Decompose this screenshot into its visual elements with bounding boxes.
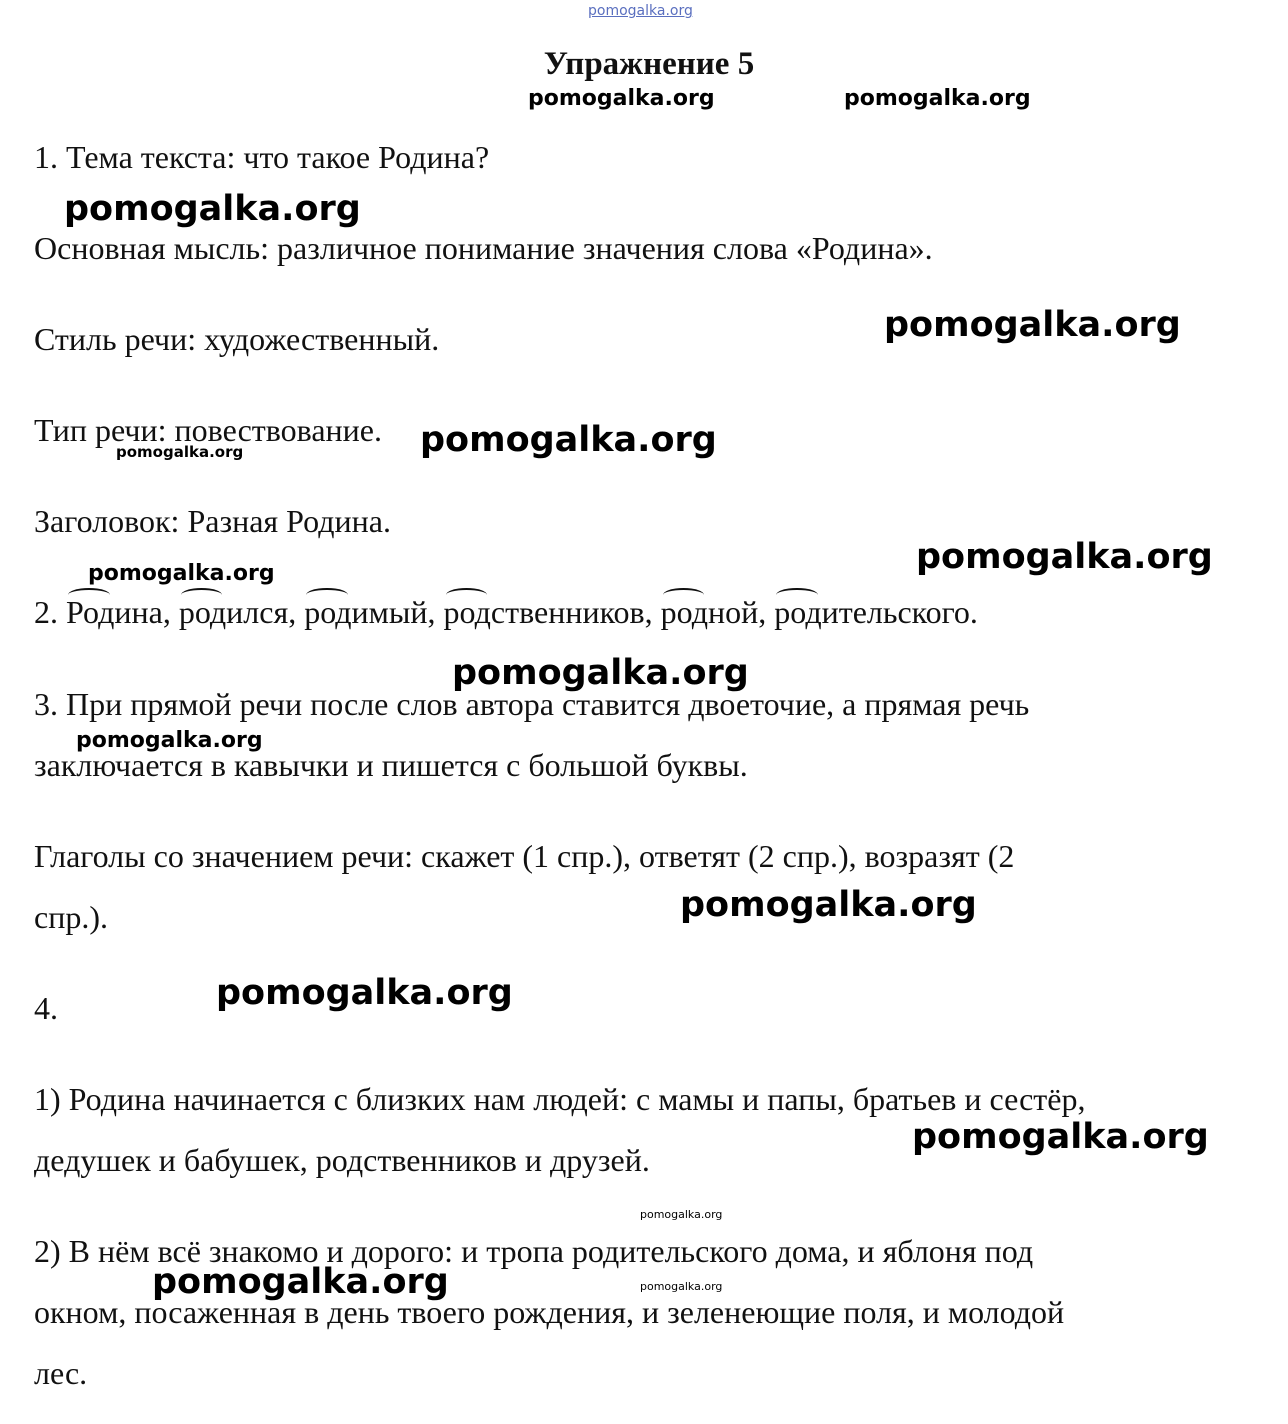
word-separator: , xyxy=(288,594,305,630)
word-separator: , xyxy=(427,594,444,630)
watermark: pomogalka.org xyxy=(844,86,1031,111)
root-arc-mark xyxy=(663,588,704,602)
word-separator: , xyxy=(758,594,775,630)
word-root: род xyxy=(179,594,226,630)
word-rest: ина xyxy=(114,594,163,630)
main-idea-line: Основная мысль: различное понимание значения слова «Родина». xyxy=(34,230,933,266)
watermark: pomogalka.org xyxy=(916,537,1213,577)
speech-verbs-line-1: Глаголы со значением речи: скажет (1 спр.), ответят (2 спр.), возразят (2 xyxy=(34,838,1015,874)
task-4-number: 4. xyxy=(34,990,58,1026)
speech-verbs-line-2: спр.). xyxy=(34,899,108,935)
word-rest: ной xyxy=(707,594,759,630)
watermark: pomogalka.org xyxy=(912,1117,1209,1157)
root-marked-word xyxy=(774,592,970,632)
root-arc-mark xyxy=(181,588,222,602)
root-marked-word xyxy=(661,592,759,632)
watermark: pomogalka.org xyxy=(116,443,244,461)
word-rest: ился xyxy=(226,594,289,630)
answer-2-line-2: окном, посаженная в день твоего рождения, и зеленеющие поля, и молодой xyxy=(34,1294,1065,1330)
watermark: pomogalka.org xyxy=(640,1208,723,1221)
roots-line xyxy=(34,592,978,632)
word-root: род xyxy=(774,594,821,630)
word-separator: . xyxy=(969,594,978,630)
watermark: pomogalka.org xyxy=(884,305,1181,345)
root-arc-mark xyxy=(68,588,110,602)
watermark: pomogalka.org xyxy=(640,1280,723,1293)
word-root: род xyxy=(444,594,491,630)
watermark: pomogalka.org xyxy=(216,973,513,1013)
answer-1-line-1: 1) Родина начинается с близких нам людей: с мамы и папы, братьев и сестёр, xyxy=(34,1081,1086,1117)
root-marked-word xyxy=(179,592,288,632)
root-marked-word xyxy=(304,592,427,632)
direct-speech-line-1: 3. При прямой речи после слов автора ставится двоеточие, а прямая речь xyxy=(34,686,1030,722)
root-arc-mark xyxy=(446,588,487,602)
root-arc-mark xyxy=(306,588,347,602)
watermark: pomogalka.org xyxy=(452,653,749,693)
watermark: pomogalka.org xyxy=(152,1262,449,1302)
direct-speech-line-2: заключается в кавычки и пишется с большой буквы. xyxy=(34,747,748,783)
roots-line-prefix: 2. xyxy=(34,594,66,630)
watermark: pomogalka.org xyxy=(680,885,977,925)
heading-line: Заголовок: Разная Родина. xyxy=(34,503,391,539)
watermark: pomogalka.org xyxy=(76,728,263,753)
roots-words xyxy=(66,594,978,630)
word-rest: ственников xyxy=(490,594,645,630)
exercise-title: Упражнение 5 xyxy=(543,46,755,82)
root-marked-word xyxy=(66,592,163,632)
word-root: Род xyxy=(66,594,114,630)
watermark: pomogalka.org xyxy=(420,420,717,460)
root-arc-mark xyxy=(776,588,817,602)
word-rest: ительского xyxy=(821,594,970,630)
word-separator: , xyxy=(162,594,179,630)
watermark-top-link: pomogalka.org xyxy=(588,3,693,19)
word-root: род xyxy=(304,594,351,630)
word-rest: имый xyxy=(351,594,428,630)
root-marked-word xyxy=(444,592,645,632)
answer-1-line-2: дедушек и бабушек, родственников и друзей. xyxy=(34,1142,650,1178)
answer-2-line-1: 2) В нём всё знакомо и дорого: и тропа родительского дома, и яблоня под xyxy=(34,1233,1034,1269)
watermark: pomogalka.org xyxy=(88,561,275,586)
word-root: род xyxy=(661,594,708,630)
watermark: pomogalka.org xyxy=(528,86,715,111)
topic-line: 1. Тема текста: что такое Родина? xyxy=(34,139,490,175)
type-line: Тип речи: повествование. xyxy=(34,412,382,448)
answer-2-line-3: лес. xyxy=(34,1355,88,1391)
watermark: pomogalka.org xyxy=(64,189,361,229)
style-line: Стиль речи: художественный. xyxy=(34,321,440,357)
word-separator: , xyxy=(644,594,661,630)
